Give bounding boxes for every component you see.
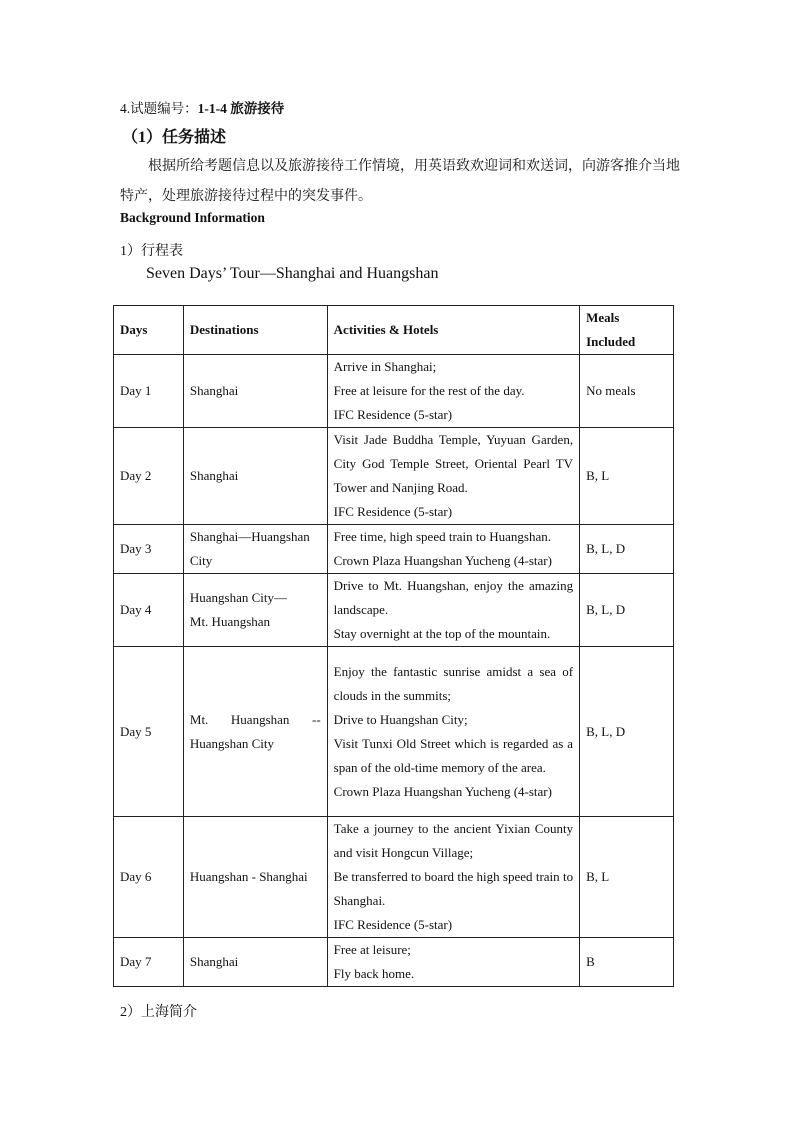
day-cell: Day 5: [114, 647, 184, 817]
activity-line: IFC Residence (5-star): [333, 407, 453, 422]
meals-cell: No meals: [580, 355, 674, 428]
activities-cell: [327, 647, 579, 817]
destination-cell: [183, 355, 327, 428]
meals-cell: B, L: [580, 817, 674, 938]
destination-line: Huangshan City—: [189, 590, 288, 605]
day-cell: Day 6: [114, 817, 184, 938]
destination-line: Huangshan - Shanghai: [189, 869, 308, 884]
shanghai-intro-subheading: 2）上海简介: [120, 1005, 197, 1020]
itinerary-table: [113, 305, 674, 987]
question-topic: 旅游接待: [230, 101, 285, 116]
activities-cell: [327, 428, 579, 525]
header-activities: Activities & Hotels: [327, 306, 579, 355]
activity-line: Drive to Huangshan City;: [333, 711, 468, 727]
destination-cell: [183, 525, 327, 574]
day-cell: Day 1: [114, 355, 184, 428]
header-days: Days: [114, 306, 184, 355]
day-cell: Day 3: [114, 525, 184, 574]
destination-cell: [183, 428, 327, 525]
activities-cell: [327, 817, 579, 938]
destination-line: Mt. Huangshan --Huangshan City: [189, 711, 321, 751]
day-cell: Day 7: [114, 938, 184, 987]
question-number-prefix: 4.试题编号：: [120, 101, 198, 116]
task-heading: （1）任务描述: [122, 129, 227, 146]
table-row: [114, 647, 674, 817]
activity-line: Arrive in Shanghai;: [333, 359, 437, 374]
activities-cell: [327, 355, 579, 428]
question-title: [120, 97, 284, 117]
header-meals: [580, 306, 674, 355]
activities-cell: [327, 525, 579, 574]
table-row: [114, 938, 674, 987]
table-row: [114, 574, 674, 647]
activity-line: Stay overnight at the top of the mountain.: [333, 626, 551, 641]
activity-line: Free time, high speed train to Huangshan.: [333, 529, 552, 544]
activity-line: Drive to Mt. Huangshan, enjoy the amazing landscape.: [333, 578, 574, 617]
activity-line: Visit Jade Buddha Temple, Yuyuan Garden, City God Temple Street, Oriental Pearl TV Tower and Nanjing Road.: [333, 432, 574, 495]
activity-line: Crown Plaza Huangshan Yucheng (4-star): [333, 553, 552, 568]
table-row: [114, 428, 674, 525]
meals-cell: B, L, D: [580, 525, 674, 574]
activity-line: Free at leisure for the rest of the day.: [333, 383, 525, 398]
question-number-code: 1-1-4: [197, 101, 227, 116]
destination-line: Shanghai: [189, 954, 239, 969]
destination-cell: [183, 647, 327, 817]
itinerary-subheading: 1）行程表: [120, 244, 183, 259]
activities-cell: [327, 938, 579, 987]
header-meals-line1: Meals: [586, 310, 620, 325]
header-meals-line2: Included: [586, 334, 636, 349]
tour-title: Seven Days’ Tour—Shanghai and Huangshan: [146, 265, 439, 282]
activity-line: Free at leisure;: [333, 942, 411, 957]
table-row: [114, 817, 674, 938]
header-destinations: Destinations: [183, 306, 327, 355]
activity-line: Enjoy the fantastic sunrise amidst a sea of clouds in the summits;: [333, 663, 574, 703]
activity-line: Fly back home.: [333, 966, 415, 981]
activity-line: IFC Residence (5-star): [333, 917, 453, 932]
meals-cell: B, L: [580, 428, 674, 525]
table-body: [114, 355, 674, 987]
destination-cell: [183, 574, 327, 647]
task-description: 根据所给考题信息以及旅游接待工作情境，用英语致欢迎词和欢送词，向游客推介当地特产，处理旅游接待过程中的突发事件。: [120, 159, 680, 204]
activity-line: Visit Tunxi Old Street which is regarded as a span of the old-time memory of the area.: [333, 735, 574, 775]
activity-line: Take a journey to the ancient Yixian County and visit Hongcun Village;: [333, 821, 574, 860]
destination-line: Shanghai—Huangshan City: [189, 529, 310, 568]
day-cell: Day 2: [114, 428, 184, 525]
activity-line: IFC Residence (5-star): [333, 504, 453, 519]
destination-line: Shanghai: [189, 468, 239, 483]
destination-line: Shanghai: [189, 383, 239, 398]
destination-cell: [183, 938, 327, 987]
destination-cell: [183, 817, 327, 938]
meals-cell: B, L, D: [580, 574, 674, 647]
destination-line: Mt. Huangshan: [189, 614, 271, 629]
background-label: Background Information: [120, 210, 265, 225]
table-row: [114, 525, 674, 574]
meals-cell: B, L, D: [580, 647, 674, 817]
activities-cell: [327, 574, 579, 647]
day-cell: Day 4: [114, 574, 184, 647]
table-header-row: [114, 306, 674, 355]
meals-cell: B: [580, 938, 674, 987]
activity-line: Be transferred to board the high speed train to Shanghai.: [333, 869, 574, 908]
activity-line: Crown Plaza Huangshan Yucheng (4-star): [333, 783, 552, 799]
table-row: [114, 355, 674, 428]
